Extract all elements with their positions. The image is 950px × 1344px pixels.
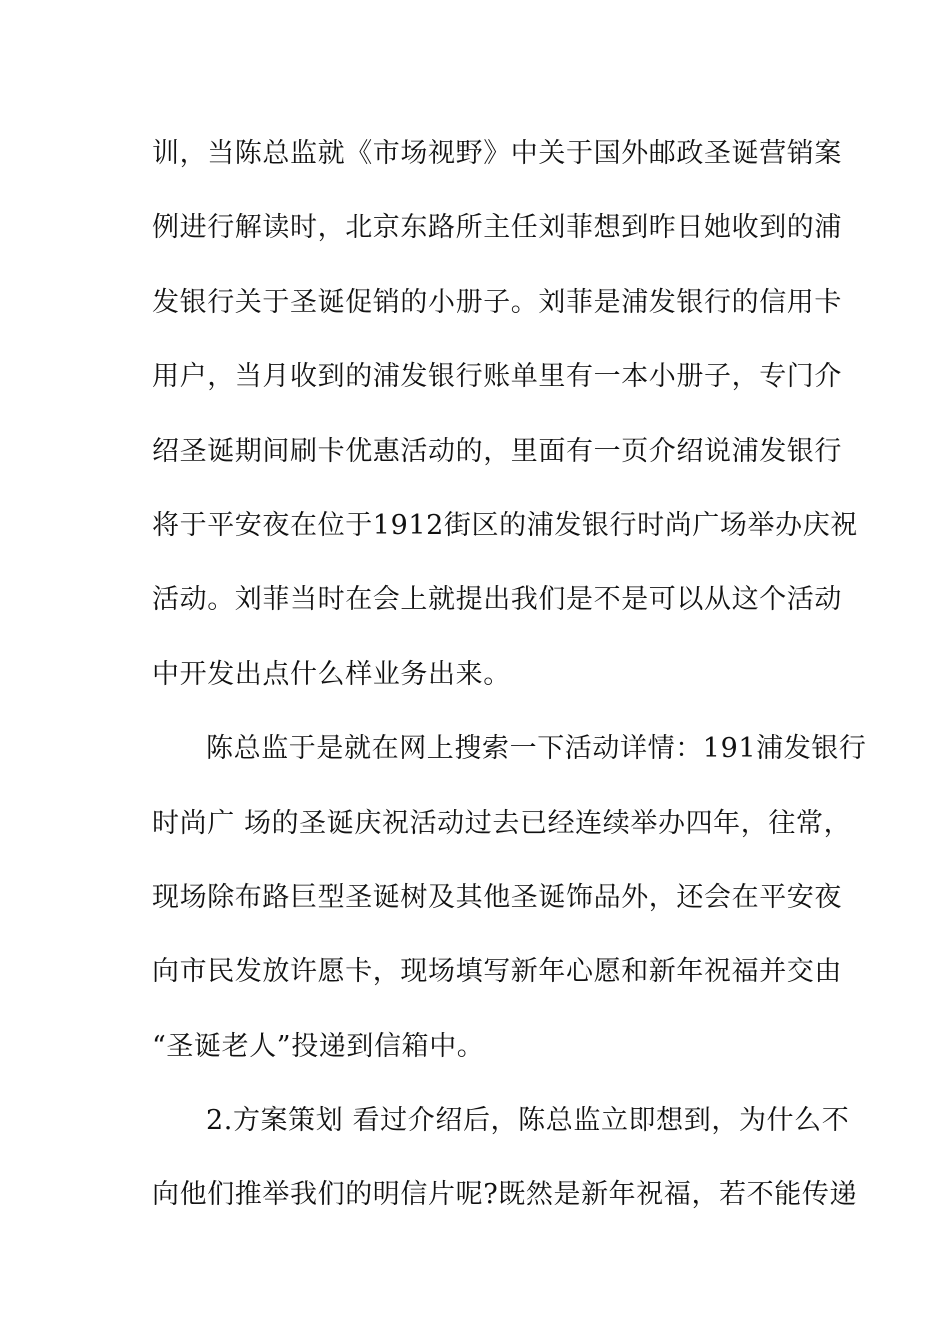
- text-line: 例进行解读时，北京东路所主任刘菲想到昨日她收到的浦: [152, 212, 842, 244]
- text-line: 现场除布路巨型圣诞树及其他圣诞饰品外，还会在平安夜: [152, 881, 842, 913]
- text-line: 向他们推举我们的明信片呢?既然是新年祝福，若不能传递: [152, 1179, 858, 1211]
- paragraph-start-line: 陈总监于是就在网上搜索一下活动详情：191浦发银行: [206, 733, 867, 765]
- paragraph-start-line: 2.方案策划 看过介绍后，陈总监立即想到，为什么不: [206, 1105, 850, 1137]
- text-line: 将于平安夜在位于1912街区的浦发银行时尚广场举办庆祝: [152, 509, 858, 541]
- text-line: 中开发出点什么样业务出来。: [152, 658, 511, 690]
- text-line: 向市民发放许愿卡，现场填写新年心愿和新年祝福并交由: [152, 956, 842, 988]
- text-line: 绍圣诞期间刷卡优惠活动的，里面有一页介绍说浦发银行: [152, 435, 842, 467]
- body-text: [152, 130, 867, 1246]
- text-line: 活动。刘菲当时在会上就提出我们是不是可以从这个活动: [152, 584, 842, 616]
- text-line: 用户，当月收到的浦发银行账单里有一本小册子，专门介: [152, 361, 842, 393]
- text-line: 训，当陈总监就《市场视野》中关于国外邮政圣诞营销案: [152, 138, 842, 169]
- text-line: “圣诞老人”投递到信箱中。: [152, 1030, 485, 1062]
- text-line: 发银行关于圣诞促销的小册子。刘菲是浦发银行的信用卡: [152, 286, 842, 318]
- text-line: 时尚广 场的圣诞庆祝活动过去已经连续举办四年，往常，: [152, 807, 852, 839]
